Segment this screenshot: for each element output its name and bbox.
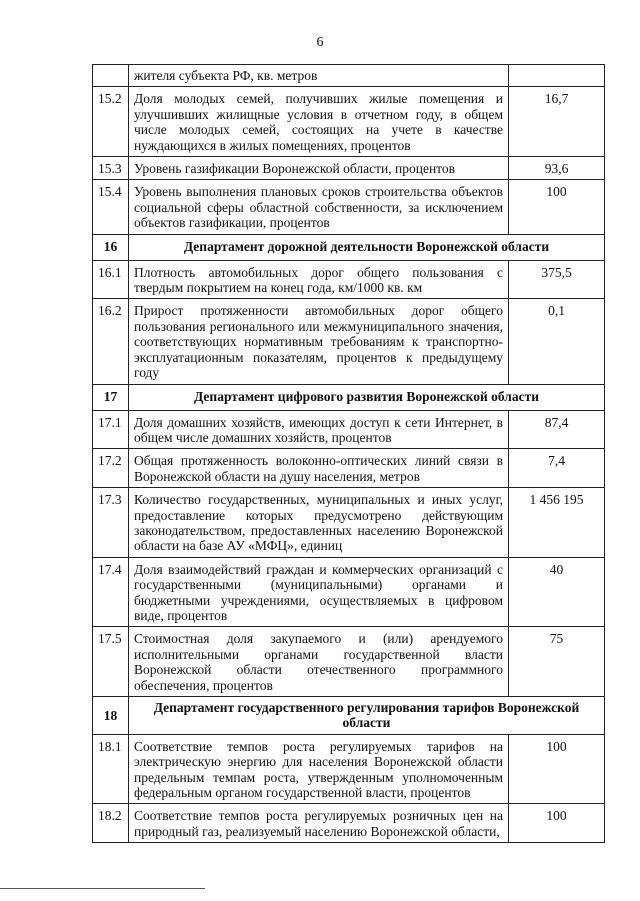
indicator-number: 17.2: [93, 449, 129, 488]
indicator-row: [93, 627, 605, 697]
indicator-number: 16.2: [93, 299, 129, 384]
indicator-number: 18.1: [93, 734, 129, 804]
indicator-value: 93,6: [509, 157, 605, 180]
indicator-number: 17.4: [93, 557, 129, 627]
indicator-number: 18.2: [93, 804, 129, 843]
footer-rule: [0, 888, 205, 889]
indicator-number: 15.4: [93, 180, 129, 234]
section-heading: Департамент дорожной деятельности Воронежской области: [129, 234, 605, 260]
section-number: 17: [93, 384, 129, 410]
section-number: 18: [93, 697, 129, 735]
section-number: 16: [93, 234, 129, 260]
section-row: [93, 697, 605, 735]
section-row: [93, 384, 605, 410]
indicator-value: 0,1: [509, 299, 605, 384]
indicator-description: Соответствие темпов роста регулируемых розничных цен на природный газ, реализуемый населению Воронежской области,: [129, 804, 509, 843]
indicator-number: 17.5: [93, 627, 129, 697]
indicator-row: [93, 557, 605, 627]
page-number: 6: [316, 35, 324, 50]
indicator-value: 100: [509, 734, 605, 804]
indicator-number: 17.3: [93, 488, 129, 558]
indicator-description: Соответствие темпов роста регулируемых тарифов на электрическую энергию для населения Воронежской области предельным темпам роста, утвержденным уполномоченным федеральным органом государственной власти, процентов: [129, 734, 509, 804]
indicator-value: [509, 65, 605, 87]
section-row: [93, 234, 605, 260]
indicator-description: Доля домашних хозяйств, имеющих доступ к сети Интернет, в общем числе домашних хозяйств, процентов: [129, 410, 509, 449]
indicator-row: [93, 87, 605, 157]
indicators-table: [92, 64, 605, 843]
indicator-value: 100: [509, 804, 605, 843]
indicator-number: 15.2: [93, 87, 129, 157]
indicator-row: [93, 180, 605, 234]
indicator-description: Количество государственных, муниципальных и иных услуг, предоставление которых предусмотрено действующим законодательством, предоставленных населению Воронежской области на базе АУ «МФЦ», единиц: [129, 488, 509, 558]
indicator-value: 75: [509, 627, 605, 697]
indicator-value: 40: [509, 557, 605, 627]
indicator-description: Плотность автомобильных дорог общего пользования с твердым покрытием на конец года, км/1000 кв. км: [129, 260, 509, 299]
indicator-description: жителя субъекта РФ, кв. метров: [129, 65, 509, 87]
indicator-value: 1 456 195: [509, 488, 605, 558]
indicator-value: 7,4: [509, 449, 605, 488]
section-heading: Департамент цифрового развития Воронежской области: [129, 384, 605, 410]
indicator-row: [93, 410, 605, 449]
indicator-description: Уровень выполнения плановых сроков строительства объектов социальной сферы областной собственности, за исключением объектов газификации, процентов: [129, 180, 509, 234]
indicator-row: [93, 804, 605, 843]
indicator-number: 16.1: [93, 260, 129, 299]
indicator-description: Общая протяженность волоконно-оптических линий связи в Воронежской области на душу населения, метров: [129, 449, 509, 488]
indicator-number: [93, 65, 129, 87]
indicator-value: 100: [509, 180, 605, 234]
section-heading: Департамент государственного регулирования тарифов Воронежской области: [129, 697, 605, 735]
indicator-row: [93, 157, 605, 180]
indicator-row: [93, 299, 605, 384]
indicator-value: 375,5: [509, 260, 605, 299]
indicator-description: Стоимостная доля закупаемого и (или) арендуемого исполнительными органами государственной власти Воронежской области отечественного программного обеспечения, процентов: [129, 627, 509, 697]
indicator-row: [93, 260, 605, 299]
indicator-description: Прирост протяженности автомобильных дорог общего пользования регионального или межмуниципального значения, соответствующих нормативным требованиям к транспортно-эксплуатационным показателям, процентов к предыдущему году: [129, 299, 509, 384]
indicator-row: [93, 734, 605, 804]
indicator-row: [93, 449, 605, 488]
indicator-number: 15.3: [93, 157, 129, 180]
indicator-description: Доля молодых семей, получивших жилые помещения и улучшивших жилищные условия в отчетном году, в общем числе молодых семей, состоящих на учете в качестве нуждающихся в жилых помещениях, процентов: [129, 87, 509, 157]
indicator-value: 16,7: [509, 87, 605, 157]
indicator-number: 17.1: [93, 410, 129, 449]
indicator-value: 87,4: [509, 410, 605, 449]
indicator-description: Уровень газификации Воронежской области, процентов: [129, 157, 509, 180]
indicator-row: [93, 488, 605, 558]
indicator-row: [93, 65, 605, 87]
indicator-description: Доля взаимодействий граждан и коммерческих организаций с государственными (муниципальными) органами и бюджетными учреждениями, осуществляемых в цифровом виде, процентов: [129, 557, 509, 627]
